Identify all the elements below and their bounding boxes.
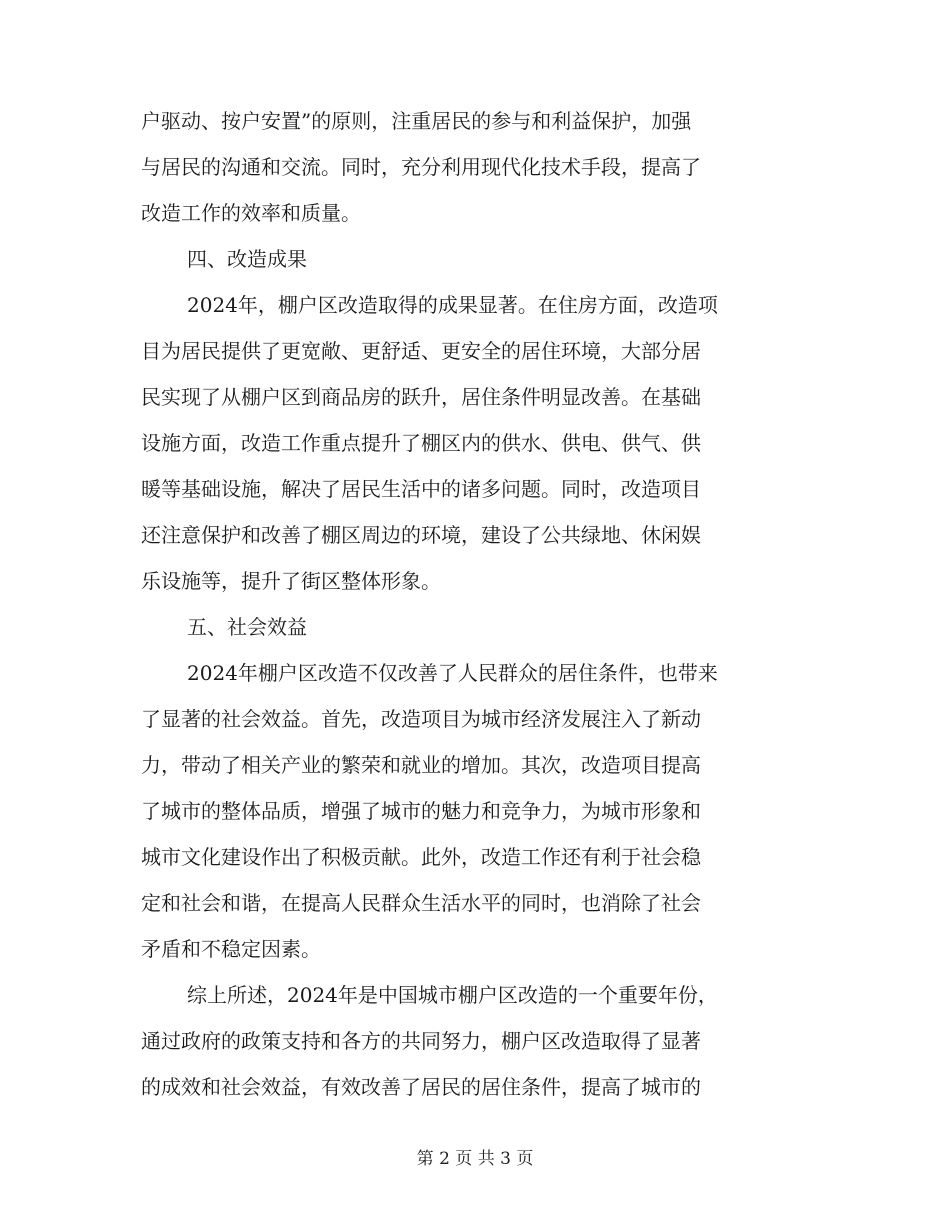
text-line: 了城市的整体品质，增强了城市的魅力和竞争力，为城市形象和 xyxy=(141,799,701,823)
text-line: 2024年，棚户区改造取得的成果显著。在住房方面，改造项 xyxy=(187,293,718,317)
text-line: 定和社会和谐，在提高人民群众生活水平的同时，也消除了社会 xyxy=(141,891,701,915)
text-line: 综上所述，2024年是中国城市棚户区改造的一个重要年份， xyxy=(187,983,718,1007)
text-line: 暖等基础设施，解决了居民生活中的诸多问题。同时，改造项目 xyxy=(141,477,701,501)
text-line: 改造工作的效率和质量。 xyxy=(141,201,361,225)
text-line: 城市文化建设作出了积极贡献。此外，改造工作还有利于社会稳 xyxy=(141,845,701,869)
text-line: 2024年棚户区改造不仅改善了人民群众的居住条件，也带来 xyxy=(187,661,718,685)
text-line: 与居民的沟通和交流。同时，充分利用现代化技术手段，提高了 xyxy=(141,155,701,179)
section-heading: 五、社会效益 xyxy=(187,615,307,639)
section-heading: 四、改造成果 xyxy=(187,247,307,271)
text-line: 目为居民提供了更宽敞、更舒适、更安全的居住环境，大部分居 xyxy=(141,339,701,363)
text-line: 乐设施等，提升了街区整体形象。 xyxy=(141,569,441,593)
text-line: 了显著的社会效益。首先，改造项目为城市经济发展注入了新动 xyxy=(141,707,701,731)
text-line: 矛盾和不稳定因素。 xyxy=(141,937,321,961)
text-line: 力，带动了相关产业的繁荣和就业的增加。其次，改造项目提高 xyxy=(141,753,701,777)
text-line: 还注意保护和改善了棚区周边的环境，建设了公共绿地、休闲娱 xyxy=(141,523,701,547)
text-line: 设施方面，改造工作重点提升了棚区内的供水、供电、供气、供 xyxy=(141,431,701,455)
text-line: 户驱动、按户安置”的原则，注重居民的参与和利益保护，加强 xyxy=(141,109,692,133)
text-line: 民实现了从棚户区到商品房的跃升，居住条件明显改善。在基础 xyxy=(141,385,701,409)
text-line: 的成效和社会效益，有效改善了居民的居住条件，提高了城市的 xyxy=(141,1075,701,1099)
page-number-footer: 第 2 页 共 3 页 xyxy=(416,1149,534,1169)
document-body xyxy=(141,98,806,1110)
text-line: 通过政府的政策支持和各方的共同努力，棚户区改造取得了显著 xyxy=(141,1029,701,1053)
